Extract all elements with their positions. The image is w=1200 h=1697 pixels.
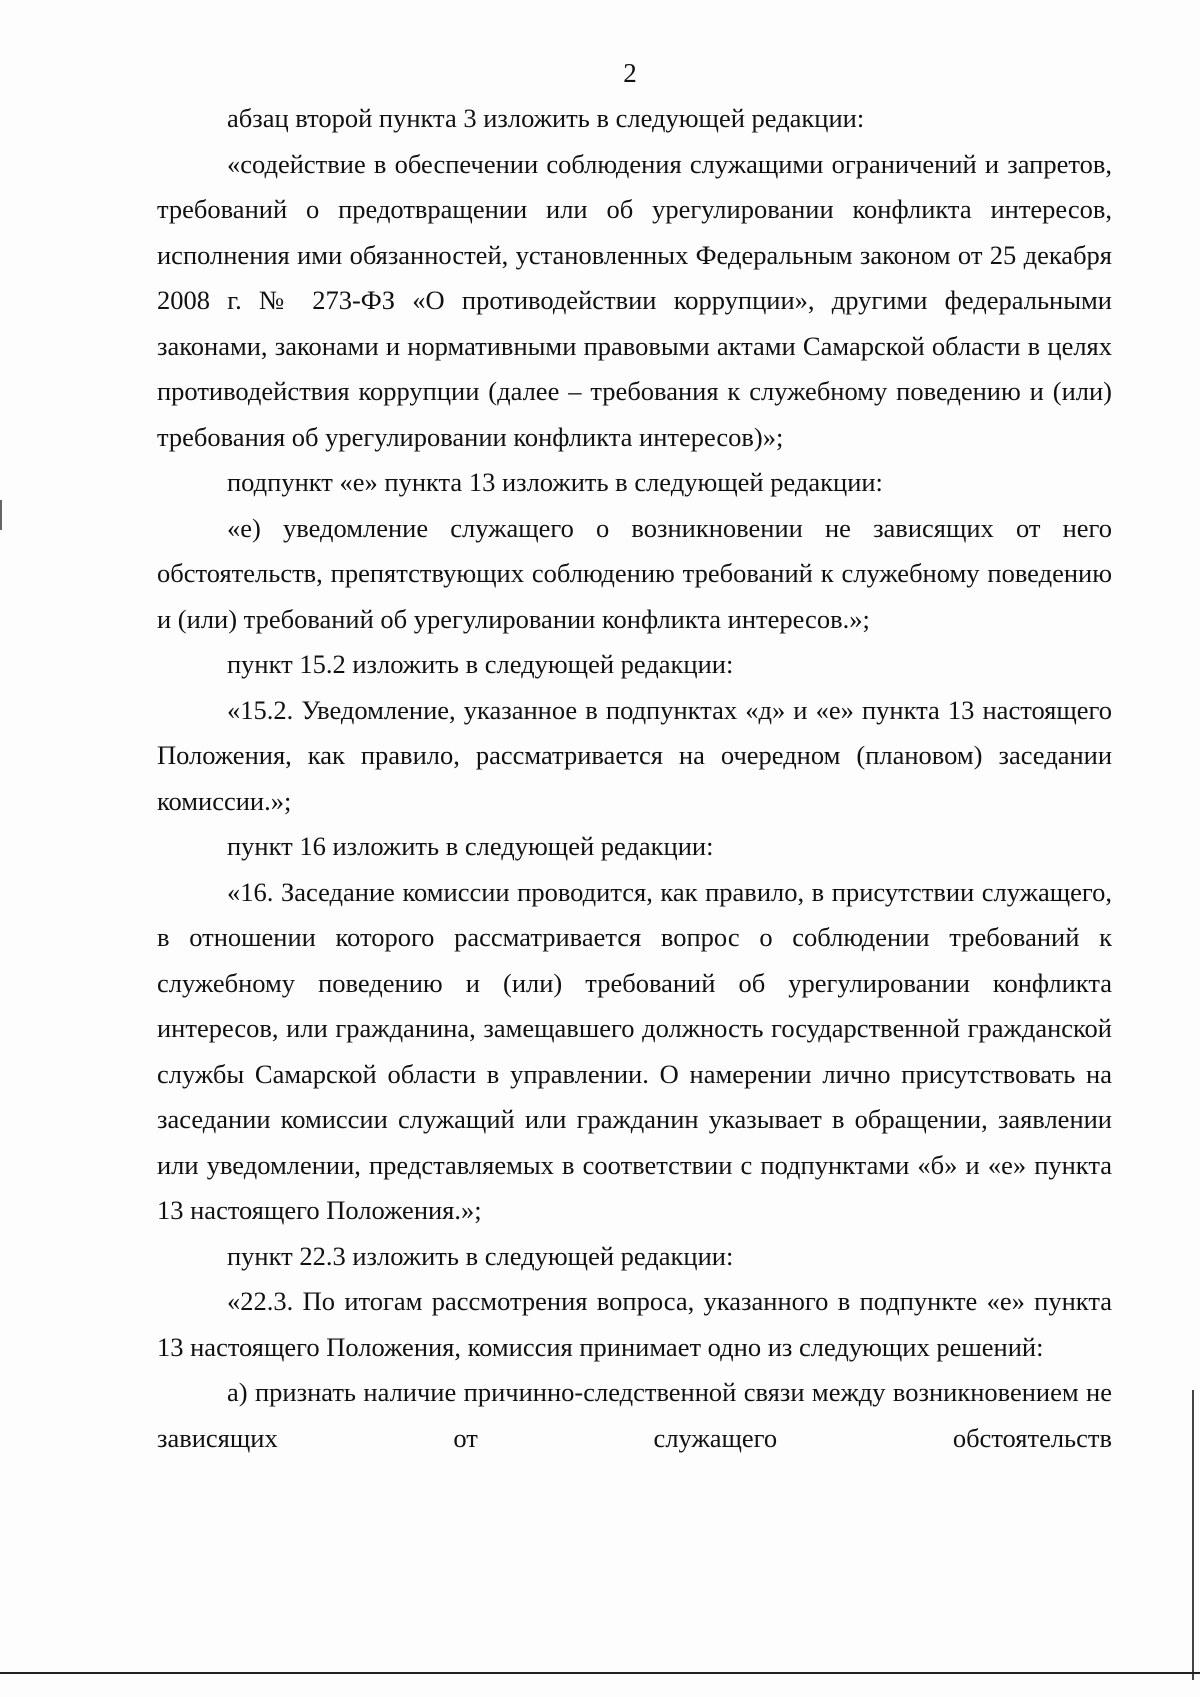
- paragraph: «22.3. По итогам рассмотрения вопроса, указанного в подпункте «е» пункта 13 настоящего Положения, комиссия принимает одно из следующих решений:: [157, 1286, 1112, 1362]
- paragraph: пункт 16 изложить в следующей редакции:: [227, 831, 714, 861]
- paragraph: «15.2. Уведомление, указанное в подпунктах «д» и «е» пункта 13 настоящего Положения, как правило, рассматривается на очередном (плановом) заседании комиссии.»;: [157, 694, 1112, 816]
- paragraph: пункт 15.2 изложить в следующей редакции:: [227, 649, 734, 679]
- document-body: [157, 96, 1112, 1461]
- scan-edge-mark: [0, 500, 2, 530]
- paragraph: а) признать наличие причинно-следственной связи между возникновением не зависящих от служащего обстоятельств: [157, 1377, 1112, 1453]
- scan-edge-line: [1192, 1390, 1194, 1680]
- paragraph: «е) уведомление служащего о возникновении не зависящих от него обстоятельств, препятствующих соблюдению требований к служебному поведению и (или) требований об урегулировании конфликта интересов.»;: [157, 512, 1112, 634]
- paragraph: «содействие в обеспечении соблюдения служащими ограничений и запретов, требований о предотвращении или об урегулировании конфликта интересов, исполнения ими обязанностей, установленных Федеральным законом от 25 декабря 2008 г. № 273-ФЗ «О противодействии коррупции», другими федеральными законами, законами и нормативными правовыми актами Самарской области в целях противодействия коррупции (далее – требования к служебному поведению и (или) требования об урегулировании конфликта интересов)»;: [157, 148, 1112, 452]
- paragraph: пункт 22.3 изложить в следующей редакции:: [227, 1240, 734, 1271]
- paragraph: «16. Заседание комиссии проводится, как правило, в присутствии служащего, в отношении которого рассматривается вопрос о соблюдении требований к служебному поведению и (или) требований об урегулировании конфликта интересов, или гражданина, замещавшего должность государственной гражданской службы Самарской области в управлении. О намерении лично присутствовать на заседании комиссии служащий или гражданин указывает в обращении, заявлении или уведомлении, представляемых в соответствии с подпунктами «б» и «е» пункта 13 настоящего Положения.»;: [157, 876, 1112, 1225]
- paragraph: подпункт «е» пункта 13 изложить в следующей редакции:: [227, 467, 883, 497]
- page-number: 2: [623, 58, 637, 88]
- paragraph: абзац второй пункта 3 изложить в следующей редакции:: [227, 103, 865, 133]
- scan-bottom-rule: [0, 1672, 1200, 1674]
